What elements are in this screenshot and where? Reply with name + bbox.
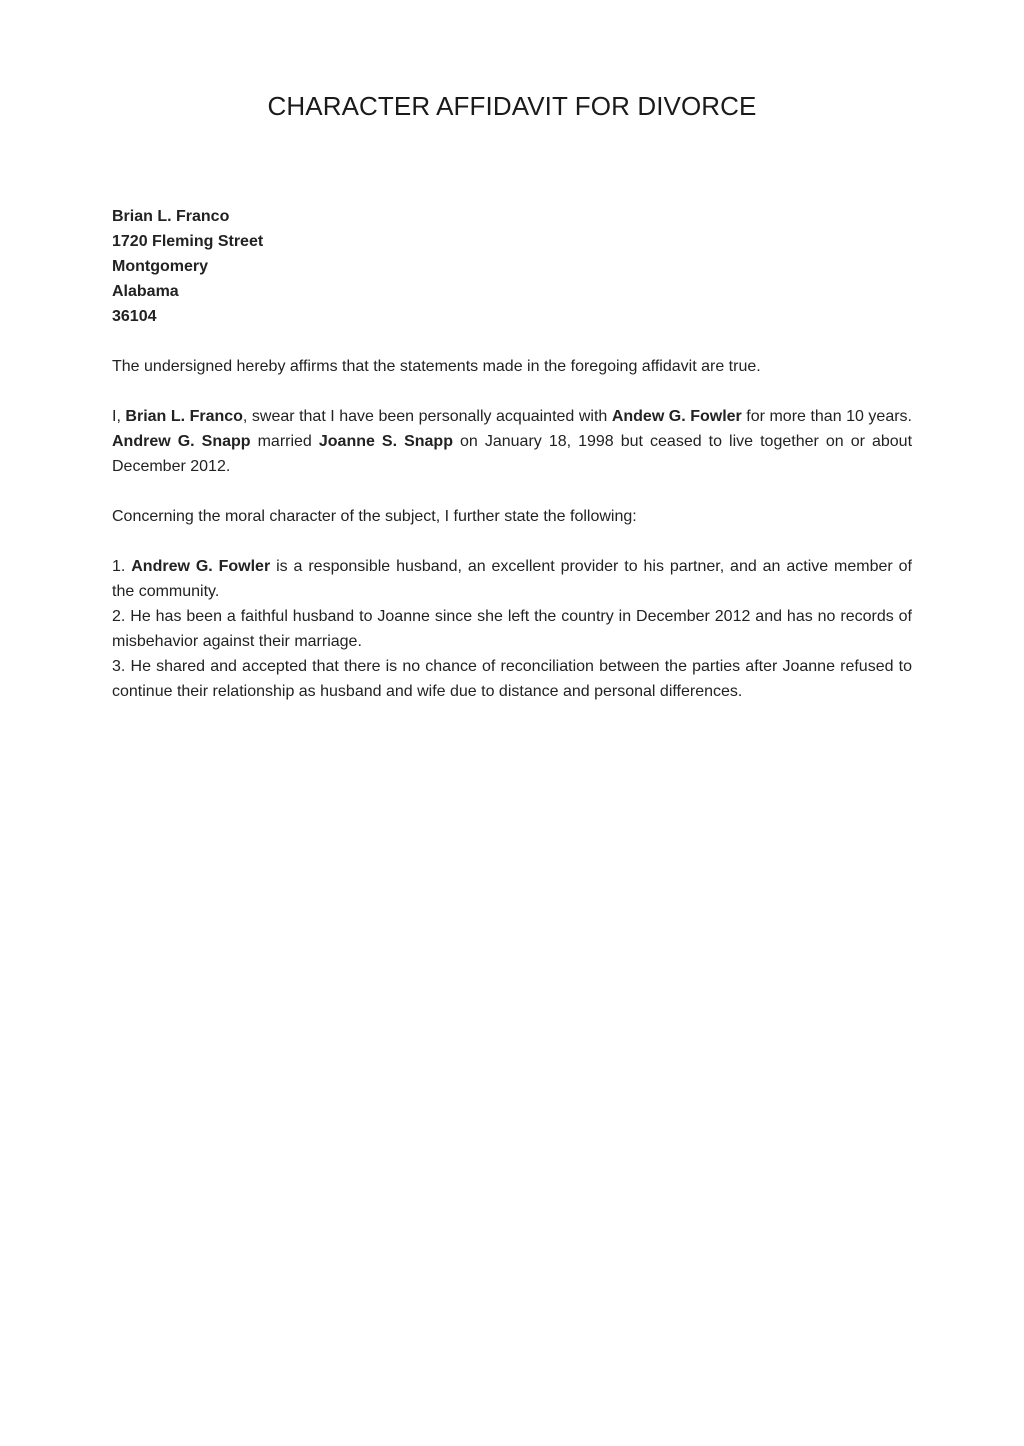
concerning-paragraph: Concerning the moral character of the subject, I further state the following: bbox=[112, 508, 637, 525]
address-state: Alabama bbox=[112, 283, 179, 300]
document-title: CHARACTER AFFIDAVIT FOR DIVORCE bbox=[267, 91, 757, 121]
spouse-b-name: Joanne S. Snapp bbox=[318, 433, 453, 450]
document-body bbox=[112, 204, 912, 704]
item-number: 2. bbox=[112, 608, 131, 625]
item-text: He has been a faithful husband to Joanne since she left the country in December 2012 and has no records of misbehavior against their marriage. bbox=[112, 608, 912, 650]
item-number: 1. bbox=[112, 558, 132, 575]
statement-text-4: on January 18, 1998 but ceased to live together on or about December 2012. bbox=[112, 433, 913, 475]
list-item bbox=[112, 604, 912, 654]
spouse-a-name: Andrew G. Snapp bbox=[112, 433, 251, 450]
statement-text-2: for more than 10 years. bbox=[741, 408, 912, 425]
statement-prefix: I, bbox=[112, 408, 126, 425]
statement-text-3: married bbox=[250, 433, 319, 450]
character-statements-list bbox=[112, 554, 912, 704]
statement-paragraph bbox=[112, 404, 912, 479]
affiant-name: Brian L. Franco bbox=[125, 408, 243, 425]
address-zip: 36104 bbox=[112, 308, 157, 325]
address-city: Montgomery bbox=[112, 258, 208, 275]
list-item bbox=[112, 554, 912, 604]
list-item bbox=[112, 654, 912, 704]
address-name: Brian L. Franco bbox=[112, 208, 230, 225]
statement-text-1: , swear that I have been personally acquainted with bbox=[242, 408, 612, 425]
item-text: is a responsible husband, an excellent provider to his partner, and an active member of the community. bbox=[112, 558, 912, 600]
subject-name: Andew G. Fowler bbox=[611, 408, 742, 425]
address-street: 1720 Fleming Street bbox=[112, 233, 264, 250]
item-bold-name: Andrew G. Fowler bbox=[131, 558, 271, 575]
affirmation-paragraph: The undersigned hereby affirms that the statements made in the foregoing affidavit are true. bbox=[112, 358, 761, 375]
item-number: 3. bbox=[112, 658, 131, 675]
item-text: He shared and accepted that there is no chance of reconciliation between the parties after Joanne refused to continue their relationship as husband and wife due to distance and personal differences. bbox=[112, 658, 912, 700]
address-block bbox=[112, 204, 912, 329]
